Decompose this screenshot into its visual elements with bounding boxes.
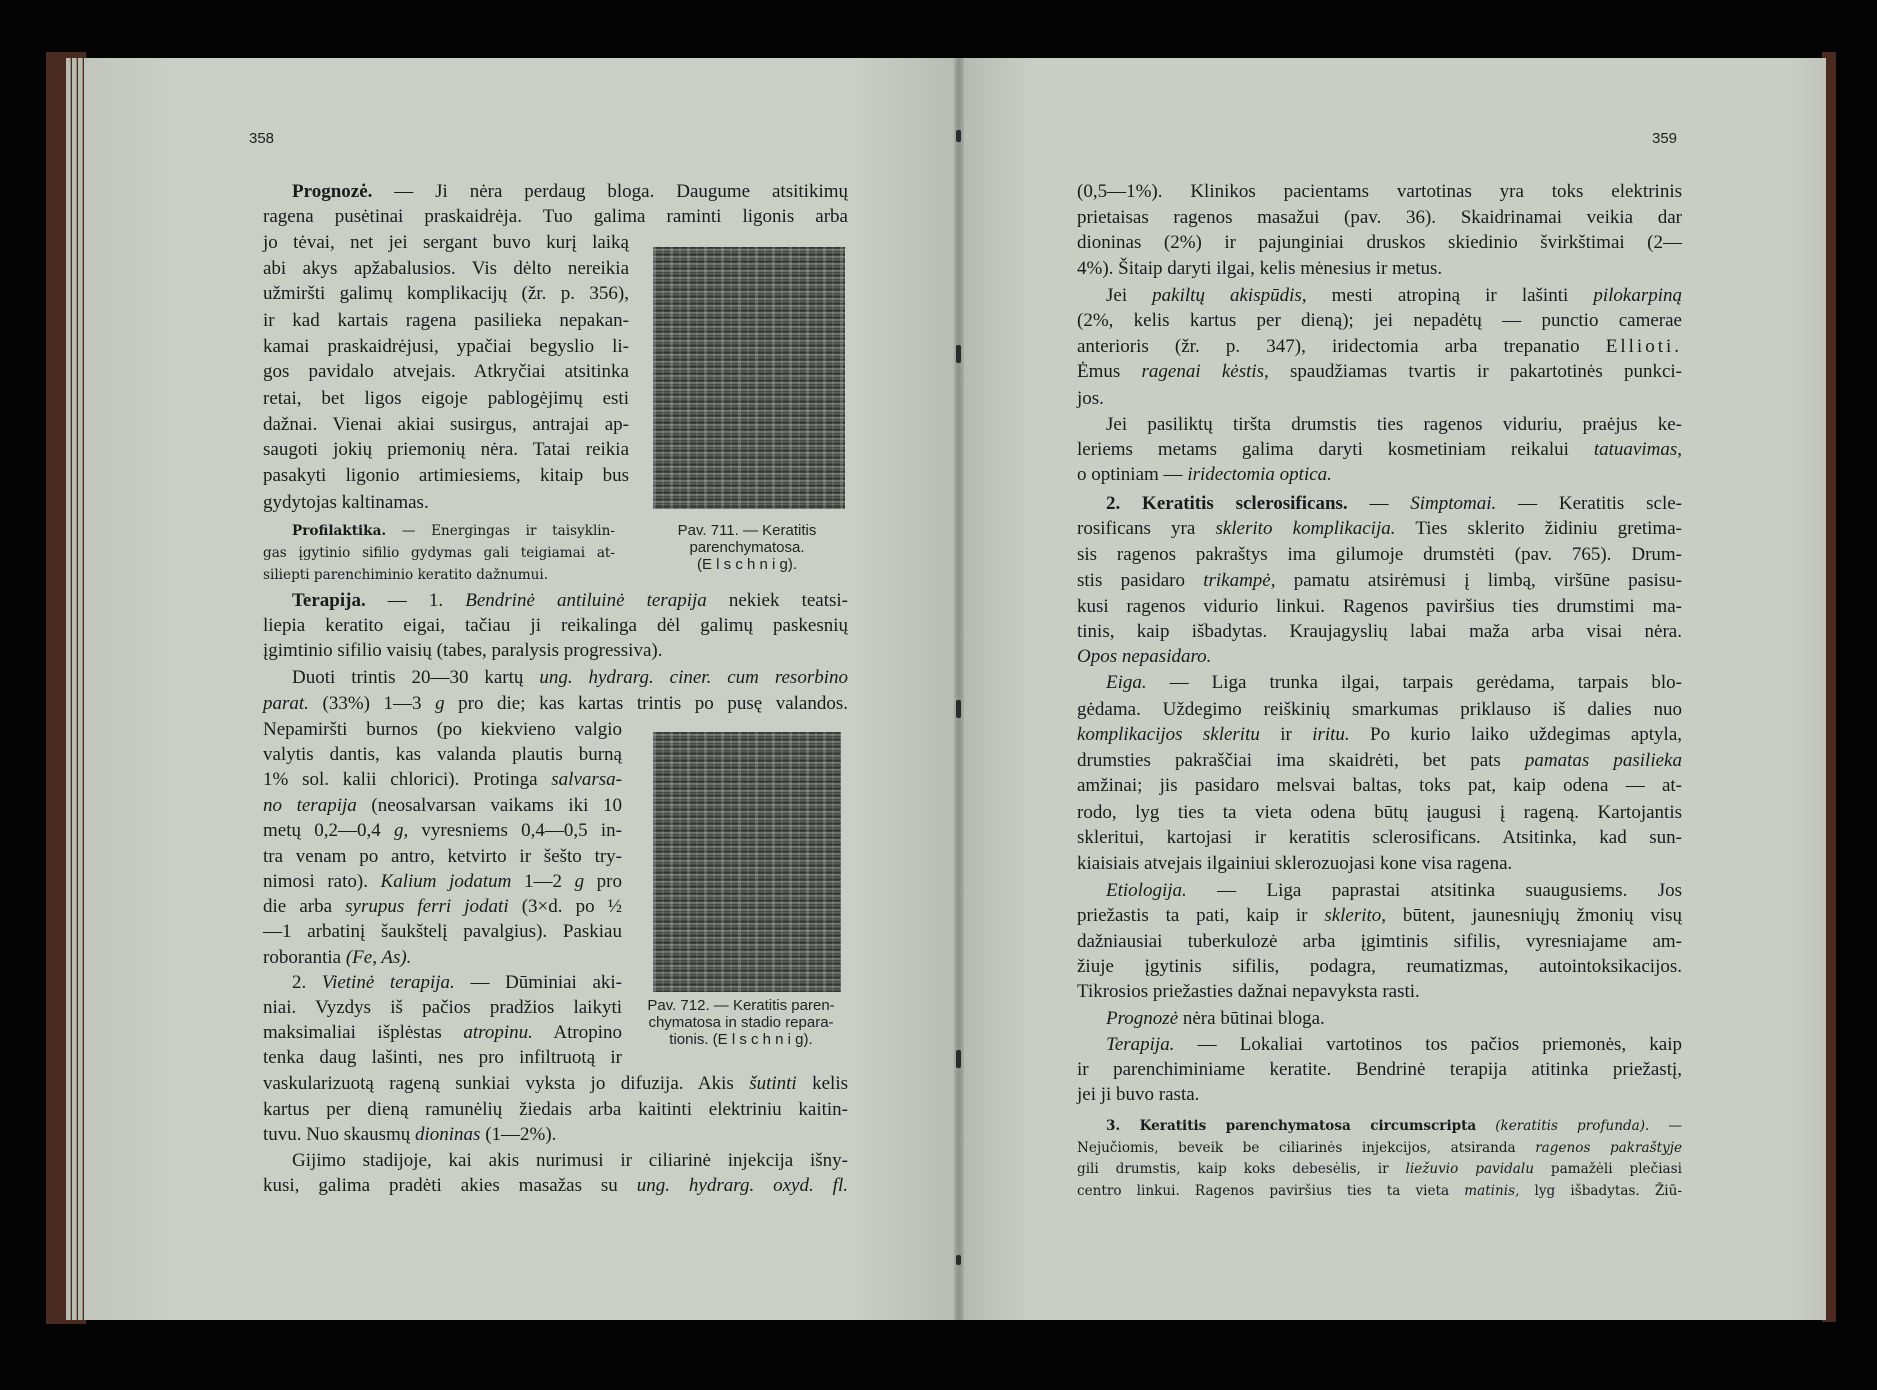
text-segment: — <box>1649 1118 1682 1134</box>
text-segment: pro <box>584 871 623 892</box>
text-segment: roborantia <box>263 947 346 968</box>
text-segment: jos. <box>1077 388 1104 409</box>
text-segment: o optiniam — <box>1077 464 1188 485</box>
page-number-left: 358 <box>249 130 275 147</box>
text-line <box>263 692 848 716</box>
text-segment: kusi ragenos vidurio linkui. Ragenos paviršius ties drumstimi ma- <box>1077 596 1682 617</box>
text-line <box>292 666 848 690</box>
italic-text: (keratitis profunda). <box>1495 1118 1650 1134</box>
text-segment: kartus per dieną ramunėlių žiedais arba kaitinti elektriniu kaitin- <box>263 1099 848 1120</box>
text-segment: 1—2 <box>511 871 575 892</box>
italic-text: Opos nepasidaro. <box>1077 646 1212 667</box>
italic-text: Etiologija. <box>1106 880 1187 901</box>
italic-text: ung. hydrarg. ciner. cum resorbino <box>539 667 849 688</box>
italic-text: ragenos pakraštyje <box>1535 1140 1682 1156</box>
text-line <box>1077 645 1682 669</box>
text-segment: 2. <box>292 972 322 993</box>
text-segment: Po kurio laiko uždegimas aptyla, <box>1349 724 1682 745</box>
text-line <box>1077 1181 1682 1201</box>
text-segment: Ties sklerito židiniu gretima- <box>1395 518 1682 539</box>
text-line <box>263 543 615 563</box>
text-segment: metų 0,2—0,4 <box>263 820 394 841</box>
text-line <box>263 639 848 663</box>
text-segment: tinis, kaip išbadytas. Kraujagyslių labai maža arba visai nėra. <box>1077 621 1682 642</box>
text-segment: mesti atropiną ir lašinti <box>1306 285 1594 306</box>
text-segment: centro linkui. Ragenos paviršius ties ta vieta <box>1077 1183 1465 1199</box>
text-segment: siliepti parenchiminio keratito dažnumui. <box>263 567 549 583</box>
text-line <box>1077 387 1682 411</box>
italic-text: sklerito, <box>1324 905 1387 926</box>
italic-text: ung. hydrarg. oxyd. fl. <box>636 1175 848 1196</box>
text-segment: ir kad kartais ragena pasilieka nepakan- <box>263 310 629 331</box>
italic-text: Simptomai. <box>1410 493 1497 514</box>
text-line <box>1106 1033 1682 1057</box>
figure-711-corneal-section <box>653 247 845 509</box>
italic-text: no terapija <box>263 795 357 816</box>
text-segment: (1—2%). <box>480 1124 557 1145</box>
text-line <box>1106 879 1682 903</box>
text-segment: Ėmus <box>1077 361 1142 382</box>
text-line <box>263 920 622 944</box>
text-segment: būtent, jaunesniųjų žmonių visų <box>1386 905 1682 926</box>
text-line <box>1077 620 1682 644</box>
text-line <box>263 1174 848 1198</box>
text-segment: kusi, galima pradėti akies masažas su <box>263 1175 637 1196</box>
text-line <box>263 895 622 919</box>
text-line <box>1077 774 1682 798</box>
text-segment: jo tėvai, net jei sergant buvo kurį laiką <box>263 232 629 253</box>
figure-712-corneal-section <box>653 732 841 992</box>
text-line <box>263 1123 848 1147</box>
italic-text: pilokarpiną <box>1593 285 1682 306</box>
text-segment: amžinai; jis pasidaro melsvai baltas, toks pat, kaip odena — at- <box>1077 775 1682 796</box>
text-line <box>263 996 622 1020</box>
text-segment: dioninas (2%) ir pajunginiai druskos skiedinio švirkštimai (2— <box>1077 232 1682 253</box>
text-segment: liepia keratito eigai, tačiau ji reikalinga dėl galimų paskesnių <box>263 615 848 636</box>
binding-stitch <box>956 130 961 142</box>
binding-stitch <box>956 1255 961 1265</box>
caption-line: chymatosa in stadio repara- <box>648 1014 834 1031</box>
text-segment: įgimtinio sifilio vaisių (tabes, paralysis progressiva). <box>263 640 663 661</box>
text-segment: ragena pusėtinai praskaidrėja. Tuo galima raminti ligonis arba <box>263 206 848 227</box>
page-stack-edge <box>72 58 77 1320</box>
text-line <box>1077 309 1682 333</box>
text-line <box>1077 335 1682 359</box>
text-line <box>263 819 622 843</box>
text-segment: rosificans yra <box>1077 518 1216 539</box>
text-segment: —1 arbatinį šaukštelį pavalgius). Paskiau <box>263 921 622 942</box>
italic-text: šutinti <box>749 1073 797 1094</box>
text-segment: Ellioti. <box>1605 336 1682 357</box>
text-line <box>1106 1007 1682 1031</box>
text-segment: — Liga paprastai atsitinka suaugusiems. Jos <box>1186 880 1682 901</box>
text-line <box>263 718 622 742</box>
text-segment: leriems metams galima daryti kosmetiniam reikalui <box>1077 439 1594 460</box>
text-line <box>263 205 848 229</box>
text-segment: ir <box>1259 724 1313 745</box>
caption-line: tionis. (E l s c h n i g). <box>669 1031 813 1048</box>
text-segment: — Energingas ir taisyklin- <box>386 523 615 539</box>
italic-text: iridectomia optica. <box>1187 464 1332 485</box>
text-segment: valytis dantis, kas valanda plautis burną <box>263 744 622 765</box>
text-line <box>1106 671 1682 695</box>
text-segment: prietaisas ragenos masažui (pav. 36). Skaidrinamai veikia dar <box>1077 207 1682 228</box>
text-line <box>1077 698 1682 722</box>
text-line <box>1077 1058 1682 1082</box>
text-segment: abi akys apžabalusios. Vis dėlto nereikia <box>263 258 629 279</box>
text-segment: priežastis ta pati, kaip ir <box>1077 905 1325 926</box>
text-line <box>263 794 622 818</box>
text-segment: anterioris (žr. p. 347), iridectomia arba trepanatio <box>1077 336 1606 357</box>
text-line <box>263 946 622 970</box>
book-gutter <box>954 58 964 1320</box>
text-segment: (3×d. po ½ <box>508 896 623 917</box>
text-segment: die arba <box>263 896 346 917</box>
text-segment: — Keratitis scle- <box>1496 493 1682 514</box>
text-line <box>1077 1138 1682 1158</box>
text-segment: Nepamiršti burnos (po kiekvieno valgio <box>263 719 622 740</box>
text-line <box>263 1021 622 1045</box>
text-segment: rodo, lyg ties ta vieta odena būtų įaugusi į rageną. Kartojantis <box>1077 802 1682 823</box>
italic-text: liežuvio pavidalu <box>1405 1161 1534 1177</box>
text-line <box>1077 904 1682 928</box>
text-segment: gėdama. Uždegimo reiškinių smarkumas priklauso iš dalies nuo <box>1077 699 1682 720</box>
text-line <box>263 743 622 767</box>
text-segment: gas įgytinio sifilio gydymas gali teigiamai at- <box>263 545 615 561</box>
text-line <box>263 360 629 384</box>
text-line <box>1106 284 1682 308</box>
text-segment: maksimaliai išplėstas <box>263 1022 464 1043</box>
italic-text: komplikacijos skleritu <box>1077 724 1260 745</box>
text-segment: Gijimo stadijoje, kai akis nurimusi ir ciliarinė injekcija išny- <box>292 1150 848 1171</box>
text-segment: (33%) 1—3 <box>308 693 436 714</box>
italic-text: sklerito komplikacija. <box>1215 518 1396 539</box>
text-line <box>263 768 622 792</box>
page-stack-edge <box>78 58 83 1320</box>
text-line <box>263 845 622 869</box>
text-line <box>292 521 615 541</box>
text-segment: gos pavidalo atvejais. Atkryčiai atsitinka <box>263 361 629 382</box>
text-segment: ir parenchiminiame keratite. Bendrinė terapija atitinka priežastį, <box>1077 1059 1682 1080</box>
italic-text: trikampė, <box>1203 570 1276 591</box>
bold-heading-text: Profilaktika. <box>292 523 387 539</box>
text-segment: drumsties pakraščiai ima skaidrėti, bet pats <box>1077 750 1525 771</box>
text-line <box>1077 723 1682 747</box>
italic-text: iritu. <box>1312 724 1350 745</box>
text-segment: tuvu. Nuo skausmų <box>263 1124 415 1145</box>
text-segment: nekiek teatsi- <box>706 590 849 611</box>
text-line <box>1077 801 1682 825</box>
text-segment: — <box>1347 493 1411 514</box>
text-line <box>292 1149 848 1173</box>
figure-711-caption <box>640 522 854 573</box>
text-segment: stis pasidaro <box>1077 570 1204 591</box>
italic-text: g <box>574 871 585 892</box>
text-line <box>263 464 629 488</box>
text-segment: 1% sol. kalii chlorici). Protinga <box>263 769 552 790</box>
text-segment: dažnai. Vienai akiai susirgus, antrajai ap- <box>263 414 629 435</box>
text-segment: saugoti jokių priemonių nėra. Tatai reikia <box>263 439 629 460</box>
text-segment: Atropino <box>532 1022 622 1043</box>
text-segment: kelis <box>796 1073 848 1094</box>
italic-text: (Fe, As). <box>345 947 412 968</box>
italic-text: Terapija. <box>1106 1034 1175 1055</box>
text-line <box>1077 360 1682 384</box>
text-line <box>1077 463 1682 487</box>
text-segment: jei ji buvo rasta. <box>1077 1084 1200 1105</box>
text-segment: — 1. <box>365 590 466 611</box>
text-segment: nimosi rato). <box>263 871 381 892</box>
text-segment: lyg išbadytas. Žiū- <box>1519 1183 1683 1199</box>
text-line <box>1077 231 1682 255</box>
text-segment: Jei pasiliktų tiršta drumstis ties ragenos viduriu, praėjus ke- <box>1106 414 1682 435</box>
italic-text: tatuavimas, <box>1593 439 1682 460</box>
page-number-right: 359 <box>1652 130 1678 147</box>
caption-line: Pav. 711. — Keratitis <box>677 522 817 539</box>
text-segment: tra venam po antro, ketvirto ir šešto try- <box>263 846 622 867</box>
text-line <box>263 335 629 359</box>
text-line <box>263 438 629 462</box>
text-segment: Tikrosios priežasties dažnai nepavyksta rasti. <box>1077 981 1420 1002</box>
italic-text: Kalium jodatum <box>380 871 512 892</box>
bold-heading-text: 3. Keratitis parenchymatosa circumscripta <box>1106 1118 1477 1134</box>
italic-text: Prognozė <box>1106 1008 1179 1029</box>
text-line <box>1077 826 1682 850</box>
text-segment: skleritui, kartojasi ir keratitis sclerosificans. Atsitinka, kad sun- <box>1077 827 1682 848</box>
text-segment: Nejučiomis, beveik be ciliarinės injekcijos, atsiranda <box>1077 1140 1536 1156</box>
text-line <box>1077 438 1682 462</box>
text-line <box>1106 492 1682 516</box>
italic-text: matinis, <box>1464 1183 1520 1199</box>
text-segment: niai. Vyzdys iš pačios pradžios laikyti <box>263 997 622 1018</box>
text-segment: Jei <box>1106 285 1153 306</box>
caption-line: (E l s c h n i g). <box>696 556 798 573</box>
text-segment: pasakyti ligonio artimiesiems, kitaip bus <box>263 465 629 486</box>
binding-stitch <box>956 700 961 718</box>
text-line <box>263 614 848 638</box>
text-segment: 4%). Šitaip daryti ilgai, kelis mėnesius ir metus. <box>1077 258 1443 279</box>
text-line <box>263 231 629 255</box>
text-line <box>1077 517 1682 541</box>
text-segment: užmiršti galimų komplikacijų (žr. p. 356), <box>263 283 629 304</box>
text-line <box>292 971 622 995</box>
text-segment: gydytojas kaltinamas. <box>263 492 429 513</box>
text-line <box>1077 257 1682 281</box>
text-segment: pamatu atsirėmusi į limbą, viršūne pasisu- <box>1275 570 1682 591</box>
caption-line: Pav. 712. — Keratitis paren- <box>647 997 835 1014</box>
text-line <box>292 180 848 204</box>
text-line <box>1077 955 1682 979</box>
italic-text: pakiltų akispūdis, <box>1152 285 1307 306</box>
binding-stitch <box>956 345 961 363</box>
text-line <box>1106 1116 1682 1136</box>
text-line <box>263 282 629 306</box>
italic-text: parat. <box>263 693 309 714</box>
text-segment: (0,5—1%). Klinikos pacientams vartotinas yra toks elektrinis <box>1077 181 1682 202</box>
italic-text: Bendrinė antiluinė terapija <box>465 590 707 611</box>
text-line <box>1106 413 1682 437</box>
text-segment: pamažėli plečiasi <box>1533 1161 1682 1177</box>
italic-text: syrupus ferri jodati <box>345 896 509 917</box>
text-line <box>1077 595 1682 619</box>
bold-heading-text: Terapija. <box>292 590 366 611</box>
text-line <box>1077 206 1682 230</box>
italic-text: g <box>435 693 445 714</box>
text-segment: (2%, kelis kartus per dieną); jei nepadėtų — punctio camerae <box>1077 310 1682 331</box>
text-segment: retai, bet ligos eigoje pablogėjimų esti <box>263 388 629 409</box>
text-line <box>263 1098 848 1122</box>
text-segment: Duoti trintis 20—30 kartų <box>292 667 540 688</box>
text-segment: dažniausiai tuberkulozė arba įgimtinis sifilis, vyresniajame am- <box>1077 931 1682 952</box>
text-segment: žiuje įgytinis sifilis, podagra, reumatizmas, autointoksikacijos. <box>1077 956 1682 977</box>
text-line <box>1077 180 1682 204</box>
text-segment: vaskularizuotą rageną sunkiai vyksta jo difuzija. Akis <box>263 1073 750 1094</box>
text-segment: spaudžiamas tvartis ir pakartotinės punkci- <box>1268 361 1682 382</box>
text-line <box>1077 1083 1682 1107</box>
text-segment: vyresniems 0,4—0,5 in- <box>408 820 622 841</box>
binding-stitch <box>956 1050 961 1068</box>
text-line <box>1077 852 1682 876</box>
text-line <box>263 565 615 585</box>
text-line <box>263 870 622 894</box>
text-segment: tenka daug lašinti, nes pro infiltruotą ir <box>263 1047 622 1068</box>
text-line <box>1077 980 1682 1004</box>
text-segment: — Lokaliai vartotinos tos pačios priemonės, kaip <box>1174 1034 1682 1055</box>
text-line <box>263 1072 848 1096</box>
text-line <box>263 1046 622 1070</box>
text-segment: gili drumstis, kaip koks debesėlis, ir <box>1077 1161 1406 1177</box>
figure-712-caption <box>630 997 852 1048</box>
text-line <box>263 257 629 281</box>
bold-heading-text: Prognozė. <box>292 181 373 202</box>
italic-text: pamatas pasilieka <box>1524 750 1682 771</box>
text-line <box>263 309 629 333</box>
text-line <box>1077 543 1682 567</box>
text-segment: kamai praskaidrėjusi, ypačiai begyslio li- <box>263 336 629 357</box>
italic-text: Eiga. <box>1106 672 1147 693</box>
italic-text: ragenai kėstis, <box>1141 361 1269 382</box>
italic-text: atropinu. <box>463 1022 533 1043</box>
caption-line: parenchymatosa. <box>689 539 805 556</box>
text-segment: (neosalvarsan vaikams iki 10 <box>356 795 622 816</box>
text-line <box>1077 749 1682 773</box>
text-line <box>263 387 629 411</box>
text-segment: — Ji nėra perdaug bloga. Daugume atsitikimų <box>372 181 848 202</box>
text-segment: kiaisiais atvejais ilgainiui sklerozuojasi kone visa ragena. <box>1077 853 1513 874</box>
text-segment: pro die; kas kartas trintis po pusę valandos. <box>444 693 849 714</box>
text-segment: nėra būtinai bloga. <box>1178 1008 1325 1029</box>
text-line <box>263 491 629 515</box>
text-line <box>1077 1159 1682 1179</box>
text-line <box>292 589 848 613</box>
text-line <box>1077 569 1682 593</box>
text-segment: — Liga trunka ilgai, tarpais gerėdama, tarpais blo- <box>1146 672 1682 693</box>
italic-text: Vietinė terapija. <box>321 972 455 993</box>
bold-heading-text: 2. Keratitis sclerosificans. <box>1106 493 1348 514</box>
page-stack-edge <box>66 58 71 1320</box>
italic-text: salvarsa- <box>551 769 622 790</box>
text-segment <box>1476 1118 1495 1134</box>
text-line <box>1077 930 1682 954</box>
text-segment: — Dūminiai aki- <box>454 972 622 993</box>
text-line <box>263 413 629 437</box>
italic-text: dioninas <box>415 1124 481 1145</box>
italic-text: g, <box>393 820 409 841</box>
text-segment: sis ragenos pakraštys ima gilumoje drumstėti (pav. 765). Drum- <box>1077 544 1682 565</box>
